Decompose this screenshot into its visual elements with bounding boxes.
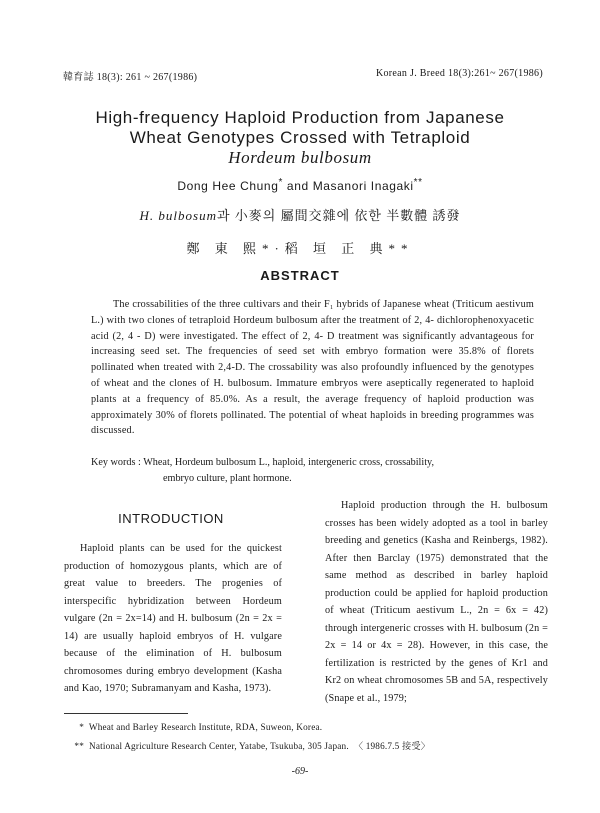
introduction-paragraph-1: Haploid plants can be used for the quickest production of homozygous plants, which are of great value to breeders. The progenies of interspecific hybridization between Hordeum vulgare (2n = 2x=14) and H. bulbosum (2n = 2x = 14) are usually haploid embryos of H. vulgare because of the elimination of H. bulbosum chromosomes during embryo development (Kasha and Kao, 1970; Subramanyam and Kasha, 1973). (64, 543, 282, 694)
journal-header-korean: 韓育誌 18(3): 261 ~ 267(1986) (63, 72, 198, 83)
footnote-1 (64, 722, 322, 732)
keywords-line-2: embryo culture, plant hormone. (163, 473, 292, 484)
footnote-2 (64, 738, 430, 752)
footnote-2-text: National Agriculture Research Center, Yatabe, Tsukuba, 305 Japan. (89, 741, 349, 751)
abstract-heading: ABSTRACT (260, 268, 340, 283)
introduction-heading: INTRODUCTION (118, 511, 224, 526)
author-1-mark: * (278, 177, 283, 188)
journal-header-english: Korean J. Breed 18(3):261~ 267(1986) (375, 68, 543, 79)
author-line (0, 177, 600, 193)
footnote-divider (64, 713, 188, 714)
keywords (91, 455, 534, 487)
introduction-left-column (64, 540, 282, 698)
korean-title-rest: 과 小麥의 屬間交雜에 依한 半數體 誘發 (216, 208, 461, 223)
received-date: 〈 1986.7.5 接受〉 (353, 741, 431, 751)
abstract-body (91, 297, 534, 439)
introduction-paragraph-2: Haploid production through the H. bulbosum crosses has been widely adopted as a tool in barley breeding and genetics (Kasha and Reinbergs, 1982). After then Barclay (1975) demonstrated that the same method as described in barley haploid production could be applied for haploid production of wheat (Triticum aestivum L., 2n = 6x = 42) through intergeneric crosses with H. bulbosum (2n = 2x = 14 or 4x = 28). However, in this case, the fertilization is restricted by the genes of Kr1 and Kr2 on wheat chromosomes 5B and 5A, respectively (Snape et al., 1979; (325, 500, 548, 704)
paper-title-line-2: Wheat Genotypes Crossed with Tetraploid (129, 128, 471, 147)
page-number: -69- (291, 766, 309, 777)
footnote-2-mark: ** (74, 741, 84, 751)
abstract-text: The crossabilities of the three cultivars and their F₁ hybrids of Japanese wheat (Triticum aestivum L.) with two clones of tetraploid Hordeum bulbosum after the treatment of 2, 4- dichlorophenoxyacetic acid (2, 4 - D) were investigated. The effect of 2, 4- D treatment was significantly advantageous for increasing seed set. The frequencies of seed set with embryo formation were 35.8% of florets pollinated when treated with 2,4-D. The crossability was also profoundly influenced by the genotypes of wheat and the clones of H. bulbosum. Immature embryos were aseptically regenerated to haploid plants at a frequency of 85.0%. As a result, the average frequency of haploid production was approximately 30% of florets pollinated. The potential of wheat haploids in breeding programmes was discussed. (91, 299, 534, 437)
korean-title (0, 205, 600, 224)
keywords-line-1: Wheat, Hordeum bulbosum L., haploid, intergeneric cross, crossability, (143, 457, 435, 468)
author-1: Dong Hee Chung (177, 179, 279, 193)
paper-title-line-3: Hordeum bulbosum (228, 148, 372, 167)
keywords-label: Key words : (91, 457, 141, 468)
footnote-1-text: Wheat and Barley Research Institute, RDA, Suweon, Korea. (88, 722, 323, 732)
korean-authors: 鄭 東 熙*·稻 垣 正 典** (186, 241, 414, 256)
author-2: Masanori Inagaki (312, 179, 414, 193)
paper-title-line-1: High-frequency Haploid Production from Japanese (95, 108, 505, 127)
footnote-1-mark: * (79, 722, 84, 732)
author-conjunction: and (282, 179, 313, 193)
author-2-mark: ** (413, 177, 423, 188)
korean-title-species: H. bulbosum (139, 208, 217, 223)
introduction-right-column (325, 497, 548, 707)
